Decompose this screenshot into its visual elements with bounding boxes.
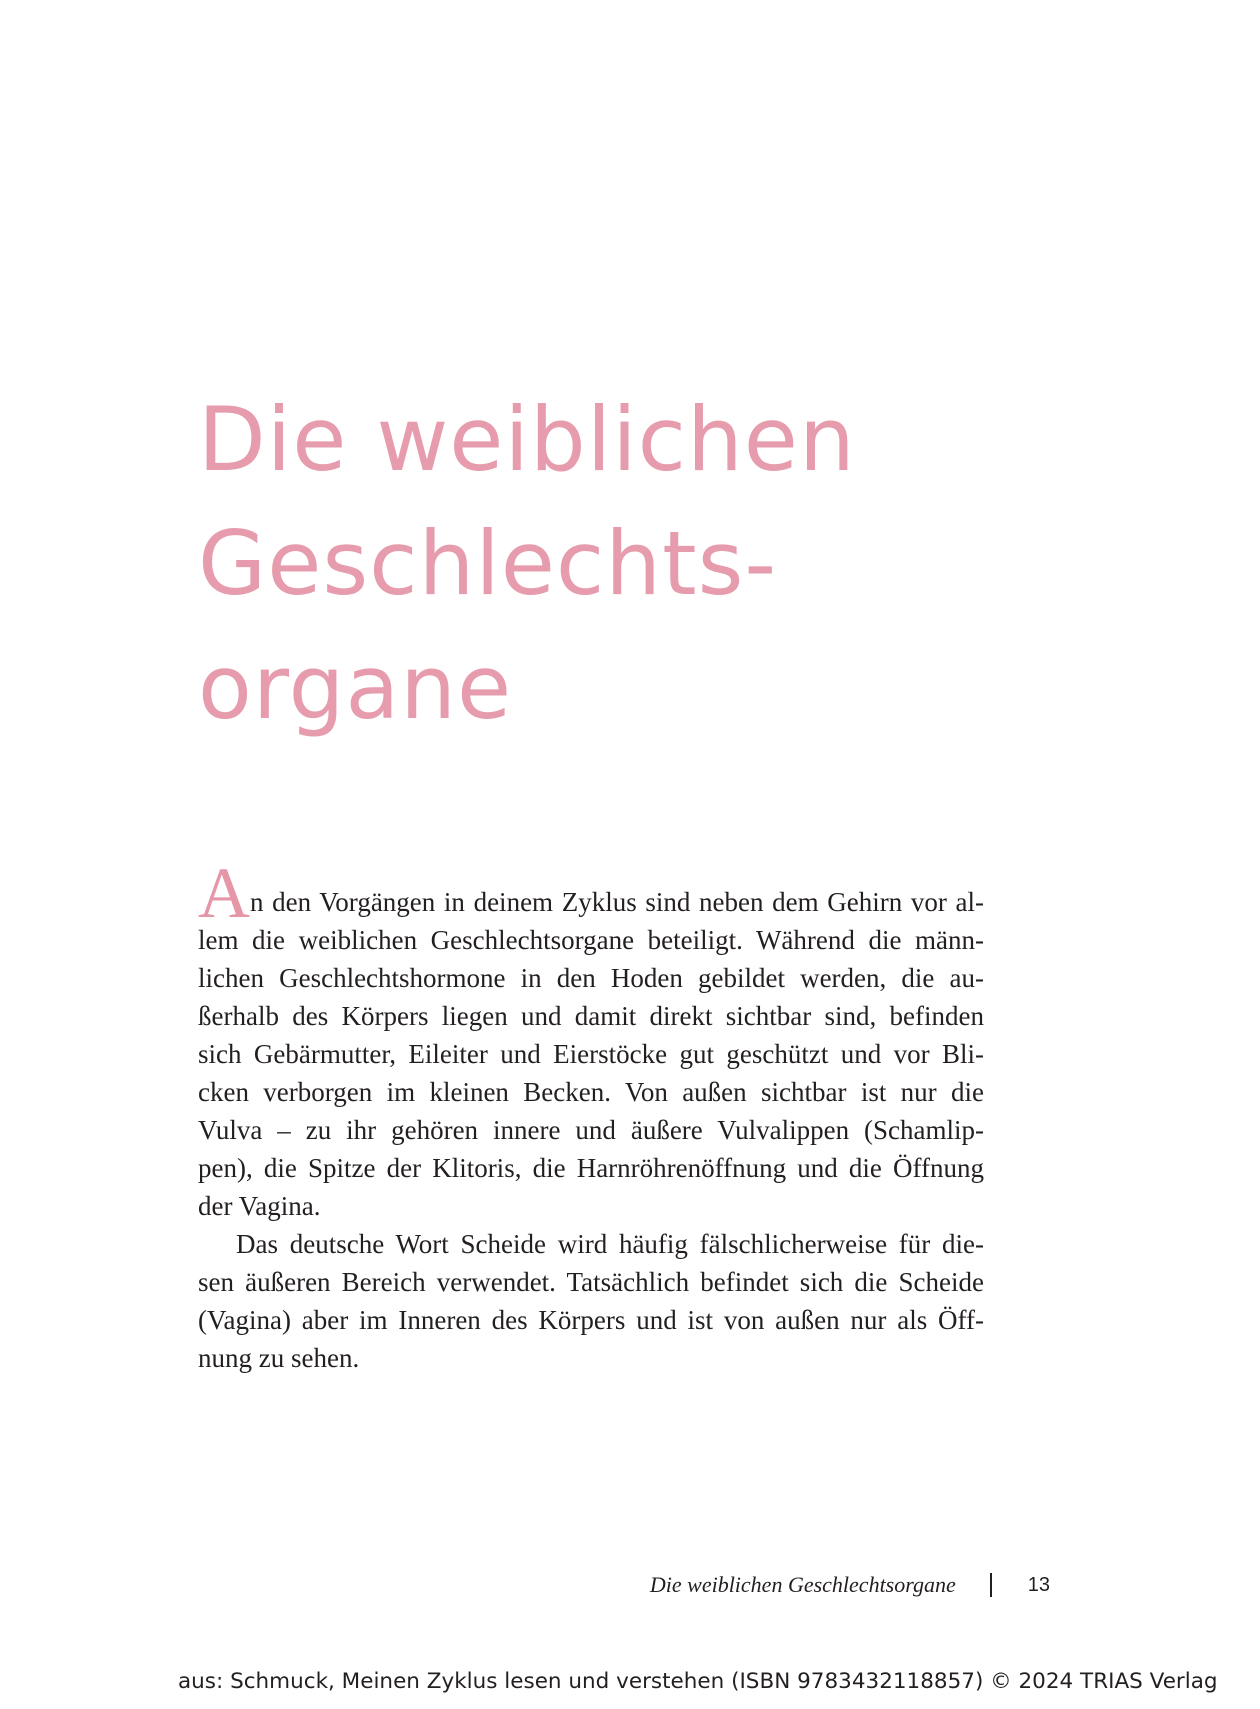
drop-cap: A	[198, 853, 250, 933]
paragraph-2	[198, 1225, 984, 1377]
body-line: der Vagina.	[198, 1191, 321, 1221]
chapter-title-line: Die weiblichen	[198, 388, 856, 491]
chapter-title-line: organe	[198, 636, 513, 739]
running-footer	[620, 1570, 1050, 1600]
paragraph-first-line	[198, 853, 984, 933]
chapter-title	[198, 378, 856, 750]
running-title: Die weiblichen Geschlechtsorgane	[649, 1572, 956, 1597]
body-line: (Vagina) aber im Inneren des Körpers und ist von außen nur als Öff-	[198, 1305, 984, 1335]
body-text	[198, 853, 984, 1377]
body-line: nung zu sehen.	[198, 1343, 360, 1373]
body-line: sich Gebärmutter, Eileiter und Eierstöcke gut geschützt und vor Bli-	[198, 1039, 984, 1069]
footer-divider	[990, 1573, 992, 1597]
body-line: lichen Geschlechtshormone in den Hoden gebildet werden, die au-	[198, 963, 984, 993]
body-line: sen äußeren Bereich verwendet. Tatsächlich befindet sich die Scheide	[198, 1267, 984, 1297]
body-line: lem die weiblichen Geschlechtsorgane beteiligt. Während die männ-	[198, 925, 984, 955]
paragraph-1	[198, 853, 984, 1225]
body-line: pen), die Spitze der Klitoris, die Harnröhrenöffnung und die Öffnung	[198, 1153, 984, 1183]
body-line: cken verborgen im kleinen Becken. Von außen sichtbar ist nur die	[198, 1077, 984, 1107]
body-line: ßerhalb des Körpers liegen und damit direkt sichtbar sind, befinden	[198, 1001, 984, 1031]
body-line: Vulva – zu ihr gehören innere und äußere Vulvalippen (Schamlip-	[198, 1115, 984, 1145]
chapter-title-line: Geschlechts-	[198, 512, 778, 615]
body-line: Das deutsche Wort Scheide wird häufig fälschlicherweise für die-	[236, 1229, 984, 1259]
body-line: n den Vorgängen in deinem Zyklus sind neben dem Gehirn vor al-	[250, 887, 984, 917]
page-number: 13	[1027, 1574, 1050, 1596]
source-attribution: aus: Schmuck, Meinen Zyklus lesen und verstehen (ISBN 9783432118857) © 2024 TRIAS Verlag	[178, 1669, 1218, 1694]
